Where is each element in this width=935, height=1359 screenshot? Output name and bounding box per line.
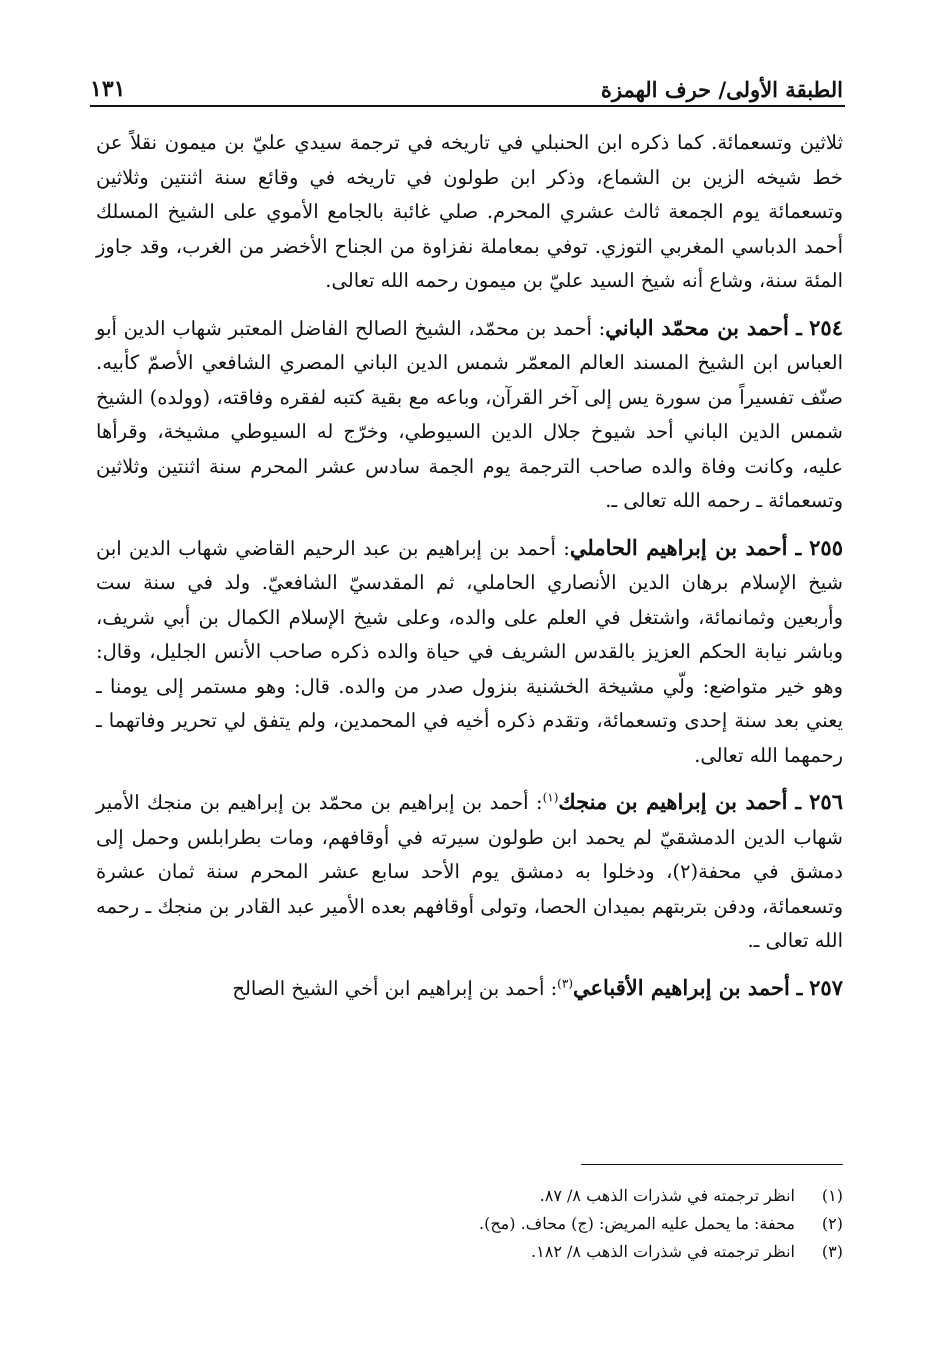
entry-text: أحمد بن إبراهيم ابن أخي الشيخ الصالح	[232, 976, 545, 1000]
entry-text: أحمد بن إبراهيم بن عبد الرحيم القاضي شهاب الدين ابن شيخ الإسلام برهان الدين الأنصاري الحاملي، ثم المقدسيّ الشافعيّ. ولد في سنة ست وأربعين وثمانمائة، واشتغل في العلم على والده، وعلى شيخ الإسلام الكمال بن أبي شريف، وباشر نيابة الحكم العزيز بالقدس الشريف في حياة والده ذكره صاحب الأنس الجليل، وقال: وهو خير متواضع: ولّي مشيخة الخشنية بنزول صدر من والده. قال: وهو مستمر إلى يومنا ـ يعني بعد سنة إحدى وتسعمائة، وتقدم ذكره أخيه في المحمدين، ولم يتفق لي تحرير وفاتهما ـ رحمهما الله تعالى.	[96, 536, 843, 767]
entry-dash: ـ	[787, 536, 810, 560]
footnote-reference: (٣)	[557, 976, 573, 990]
entry-text: أحمد بن إبراهيم بن محمّد بن إبراهيم بن منجك الأمير شهاب الدين الدمشقيّ لم يحمد ابن طولون سيرته في أوقافهم، ومات بطرابلس وحمل إلى دمشق في محفة(٢)، ودخلوا به دمشق يوم الأحد سابع عشر المحرم سنة ثمان عشرة وتسعمائة، ودفن بتربتهم بميدان الحصا، وتولى أوقافهم بعده الأمير عبد القادر بن منجك ـ رحمه الله تعالى ـ.	[96, 791, 843, 952]
entry-name: أحمد بن محمّد الباني	[605, 314, 789, 340]
entry-name: أحمد بن إبراهيم الأقباعي	[573, 974, 790, 1000]
header-rule	[90, 105, 845, 107]
running-head	[90, 60, 843, 102]
footnote-3	[300, 1238, 843, 1266]
entry-256	[96, 785, 843, 959]
entry-257	[96, 971, 843, 1007]
entry-dash: ـ	[789, 976, 810, 1000]
footnote-text: انظر ترجمته في شذرات الذهب ٨/ ١٨٢.	[531, 1242, 795, 1261]
entry-dash: ـ	[788, 316, 810, 340]
footnote-2	[300, 1210, 843, 1238]
entry-name: أحمد بن إبراهيم الحاملي	[569, 534, 788, 560]
footnote-number: (٢)	[821, 1214, 843, 1233]
entry-number: ٢٥٧	[809, 974, 843, 1000]
entry-text: أحمد بن محمّد، الشيخ الصالح الفاضل المعتبر شهاب الدين أبو العباس ابن الشيخ المسند العالم المعمّر شمس الدين الباني المصري الشافعي الأصمّ كأبيه. صنّف تفسيراً من سورة يس إلى آخر القرآن، وباعه مع بقية كتبه لفقره وفاقته، (وولده) الشيخ شمس الدين الباني أحد شيوخ جلال الدين السيوطي، وخرّج له السيوطي مشيخة، وقرأها عليه، وكانت وفاة والده صاحب الترجمة يوم الجمة سادس عشر المحرم سنة اثنتين وثلاثين وتسعمائة ـ رحمه الله تعالى ـ.	[96, 316, 843, 512]
entry-colon: :	[555, 536, 570, 560]
entry-colon: :	[544, 976, 558, 1000]
entry-name: أحمد بن إبراهيم بن منجك	[558, 789, 788, 814]
entry-number: ٢٥٥	[809, 534, 843, 560]
footnote-number: (١)	[821, 1186, 843, 1205]
entry-255	[96, 531, 843, 774]
entry-dash: ـ	[787, 791, 810, 814]
entry-colon: :	[591, 316, 606, 340]
page-number: ١٣١	[90, 76, 126, 102]
body-text	[96, 126, 843, 1018]
entry-number: ٢٥٦	[809, 789, 843, 814]
footnotes	[300, 1182, 843, 1266]
running-title: الطبقة الأولى/ حرف الهمزة	[600, 77, 843, 102]
paragraph-continuation: ثلاثين وتسعمائة. كما ذكره ابن الحنبلي في تاريخه في ترجمة سيدي عليّ بن ميمون نقلاً عن خط شيخه الزين بن الشماع، وذكر ابن طولون في تاريخه في وقائع سنة اثنتين وثلاثين وتسعمائة يوم الجمعة ثالث عشري المحرم. صلي غائبة بالجامع الأموي على الشيخ المسلك أحمد الدباسي المغربي التوزي. توفي بمعاملة نفزاوة من الجناح الأخضر من الغرب، وقد جاوز المئة سنة، وشاع أنه شيخ السيد عليّ بن ميمون رحمه الله تعالى.	[96, 131, 843, 292]
footnote-reference: (١)	[542, 790, 559, 805]
footnote-rule	[581, 1164, 843, 1165]
entry-colon: :	[528, 791, 543, 814]
footnote-text: انظر ترجمته في شذرات الذهب ٨/ ٨٧.	[539, 1186, 795, 1205]
entry-number: ٢٥٤	[809, 314, 843, 340]
footnote-number: (٣)	[821, 1242, 843, 1261]
footnote-text: محفة: ما يحمل عليه المريض: (ج) محاف. (مح).	[479, 1214, 795, 1233]
entry-254	[96, 311, 843, 519]
footnote-1	[300, 1182, 843, 1210]
